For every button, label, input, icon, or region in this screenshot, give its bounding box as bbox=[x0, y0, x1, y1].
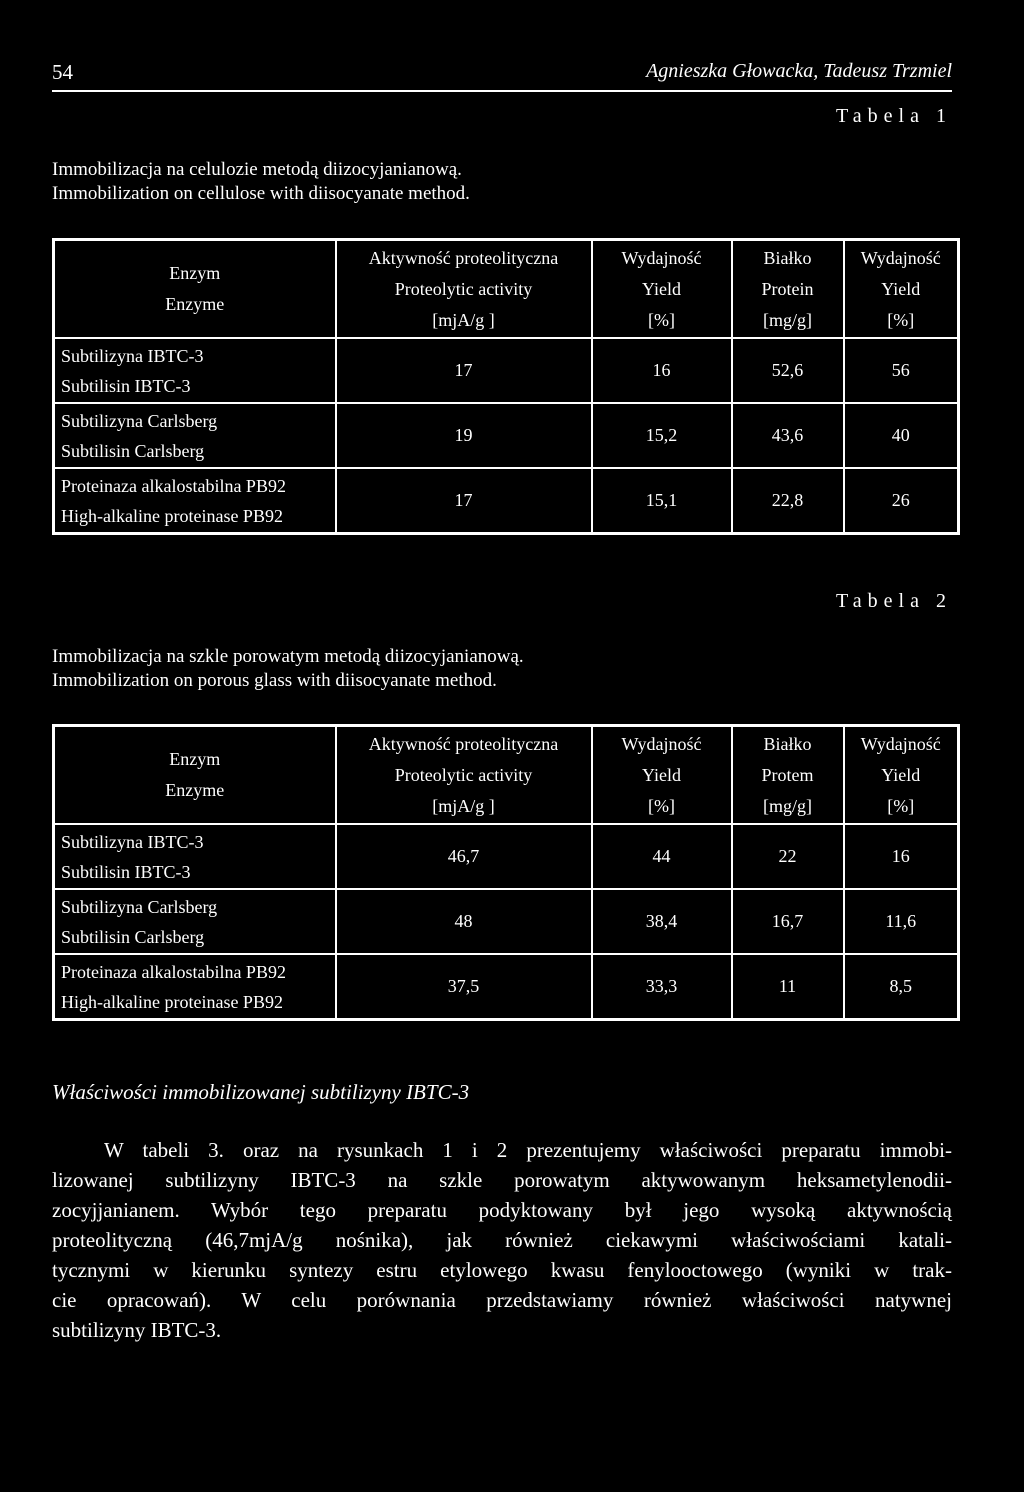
activity-cell: 17 bbox=[336, 468, 592, 534]
yield-cell: 26 bbox=[844, 468, 959, 534]
yield-cell: 33,3 bbox=[592, 954, 732, 1020]
protein-cell: 22,8 bbox=[732, 468, 844, 534]
yield-cell: 11,6 bbox=[844, 889, 959, 954]
yield-cell: 38,4 bbox=[592, 889, 732, 954]
paragraph-line: cie opracowań). W celu porównania przedstawiamy również właściwości natywnej bbox=[52, 1288, 952, 1312]
yield-cell: 15,1 bbox=[592, 468, 732, 534]
table2 bbox=[52, 724, 960, 1021]
activity-cell: 48 bbox=[336, 889, 592, 954]
table1-header-yield1: Wydajność Yield [%] bbox=[592, 240, 732, 339]
enzyme-cell: Proteinaza alkalostabilna PB92 High-alkaline proteinase PB92 bbox=[54, 954, 336, 1020]
table-row bbox=[54, 338, 959, 403]
yield-cell: 15,2 bbox=[592, 403, 732, 468]
table2-header-yield1: Wydajność Yield [%] bbox=[592, 726, 732, 825]
page-number: 54 bbox=[52, 60, 73, 84]
protein-cell: 16,7 bbox=[732, 889, 844, 954]
table1-label: Tabela 1 bbox=[835, 105, 952, 127]
table-row bbox=[54, 954, 959, 1020]
enzyme-cell: Proteinaza alkalostabilna PB92 High-alkaline proteinase PB92 bbox=[54, 468, 336, 534]
yield-cell: 8,5 bbox=[844, 954, 959, 1020]
paragraph-line: tycznymi w kierunku syntezy estru etylowego kwasu fenylooctowego (wyniki w trak- bbox=[52, 1258, 952, 1282]
yield-cell: 40 bbox=[844, 403, 959, 468]
page-header bbox=[52, 60, 952, 92]
table2-header-yield2: Wydajność Yield [%] bbox=[844, 726, 959, 825]
table-row bbox=[54, 468, 959, 534]
enzyme-cell: Subtilizyna IBTC-3 Subtilisin IBTC-3 bbox=[54, 338, 336, 403]
table-row bbox=[54, 889, 959, 954]
table1-caption-en: Immobilization on cellulose with diisocyanate method. bbox=[52, 183, 470, 204]
protein-cell: 43,6 bbox=[732, 403, 844, 468]
yield-cell: 16 bbox=[592, 338, 732, 403]
table2-header-protein: Białko Protem [mg/g] bbox=[732, 726, 844, 825]
table1-header-yield2: Wydajność Yield [%] bbox=[844, 240, 959, 339]
yield-cell: 56 bbox=[844, 338, 959, 403]
activity-cell: 37,5 bbox=[336, 954, 592, 1020]
table-row bbox=[54, 403, 959, 468]
table2-header-activity: Aktywność proteolityczna Proteolytic activity [mjA/g ] bbox=[336, 726, 592, 825]
table2-label: Tabela 2 bbox=[835, 590, 952, 612]
paragraph-line: subtilizyny IBTC-3. bbox=[52, 1318, 222, 1342]
enzyme-cell: Subtilizyna IBTC-3 Subtilisin IBTC-3 bbox=[54, 824, 336, 889]
table1-caption-pl: Immobilizacja na celulozie metodą diizocyjanianową. bbox=[52, 159, 462, 180]
table1-caption bbox=[52, 158, 470, 206]
table1-header-row bbox=[54, 240, 959, 339]
table2-caption-pl: Immobilizacja na szkle porowatym metodą diizocyjanianową. bbox=[52, 646, 524, 667]
running-head-authors: Agnieszka Głowacka, Tadeusz Trzmiel bbox=[646, 60, 952, 82]
table-row bbox=[54, 824, 959, 889]
table2-header-row bbox=[54, 726, 959, 825]
paragraph-line: W tabeli 3. oraz na rysunkach 1 i 2 prezentujemy właściwości preparatu immobi- bbox=[104, 1138, 952, 1162]
paragraph-line: lizowanej subtilizyny IBTC-3 na szkle porowatym aktywowanym heksametylenodii- bbox=[52, 1168, 952, 1192]
header-rule bbox=[52, 90, 952, 92]
table2-caption-en: Immobilization on porous glass with diisocyanate method. bbox=[52, 670, 497, 691]
activity-cell: 46,7 bbox=[336, 824, 592, 889]
table1-header-enzyme: Enzym Enzyme bbox=[54, 240, 336, 339]
protein-cell: 22 bbox=[732, 824, 844, 889]
protein-cell: 11 bbox=[732, 954, 844, 1020]
table1 bbox=[52, 238, 960, 535]
table2-header-enzyme: Enzym Enzyme bbox=[54, 726, 336, 825]
table1-header-protein: Białko Protein [mg/g] bbox=[732, 240, 844, 339]
table2-caption bbox=[52, 645, 524, 693]
activity-cell: 17 bbox=[336, 338, 592, 403]
enzyme-cell: Subtilizyna Carlsberg Subtilisin Carlsberg bbox=[54, 889, 336, 954]
protein-cell: 52,6 bbox=[732, 338, 844, 403]
yield-cell: 44 bbox=[592, 824, 732, 889]
body-paragraph bbox=[52, 1135, 952, 1345]
yield-cell: 16 bbox=[844, 824, 959, 889]
section-title: Właściwości immobilizowanej subtilizyny IBTC-3 bbox=[52, 1080, 470, 1104]
activity-cell: 19 bbox=[336, 403, 592, 468]
paragraph-line: proteolityczną (46,7mjA/g nośnika), jak również ciekawymi właściwościami katali- bbox=[52, 1228, 952, 1252]
paragraph-line: zocyjjanianem. Wybór tego preparatu podyktowany był jego wysoką aktywnością bbox=[52, 1198, 952, 1222]
table1-header-activity: Aktywność proteolityczna Proteolytic activity [mjA/g ] bbox=[336, 240, 592, 339]
enzyme-cell: Subtilizyna Carlsberg Subtilisin Carlsberg bbox=[54, 403, 336, 468]
